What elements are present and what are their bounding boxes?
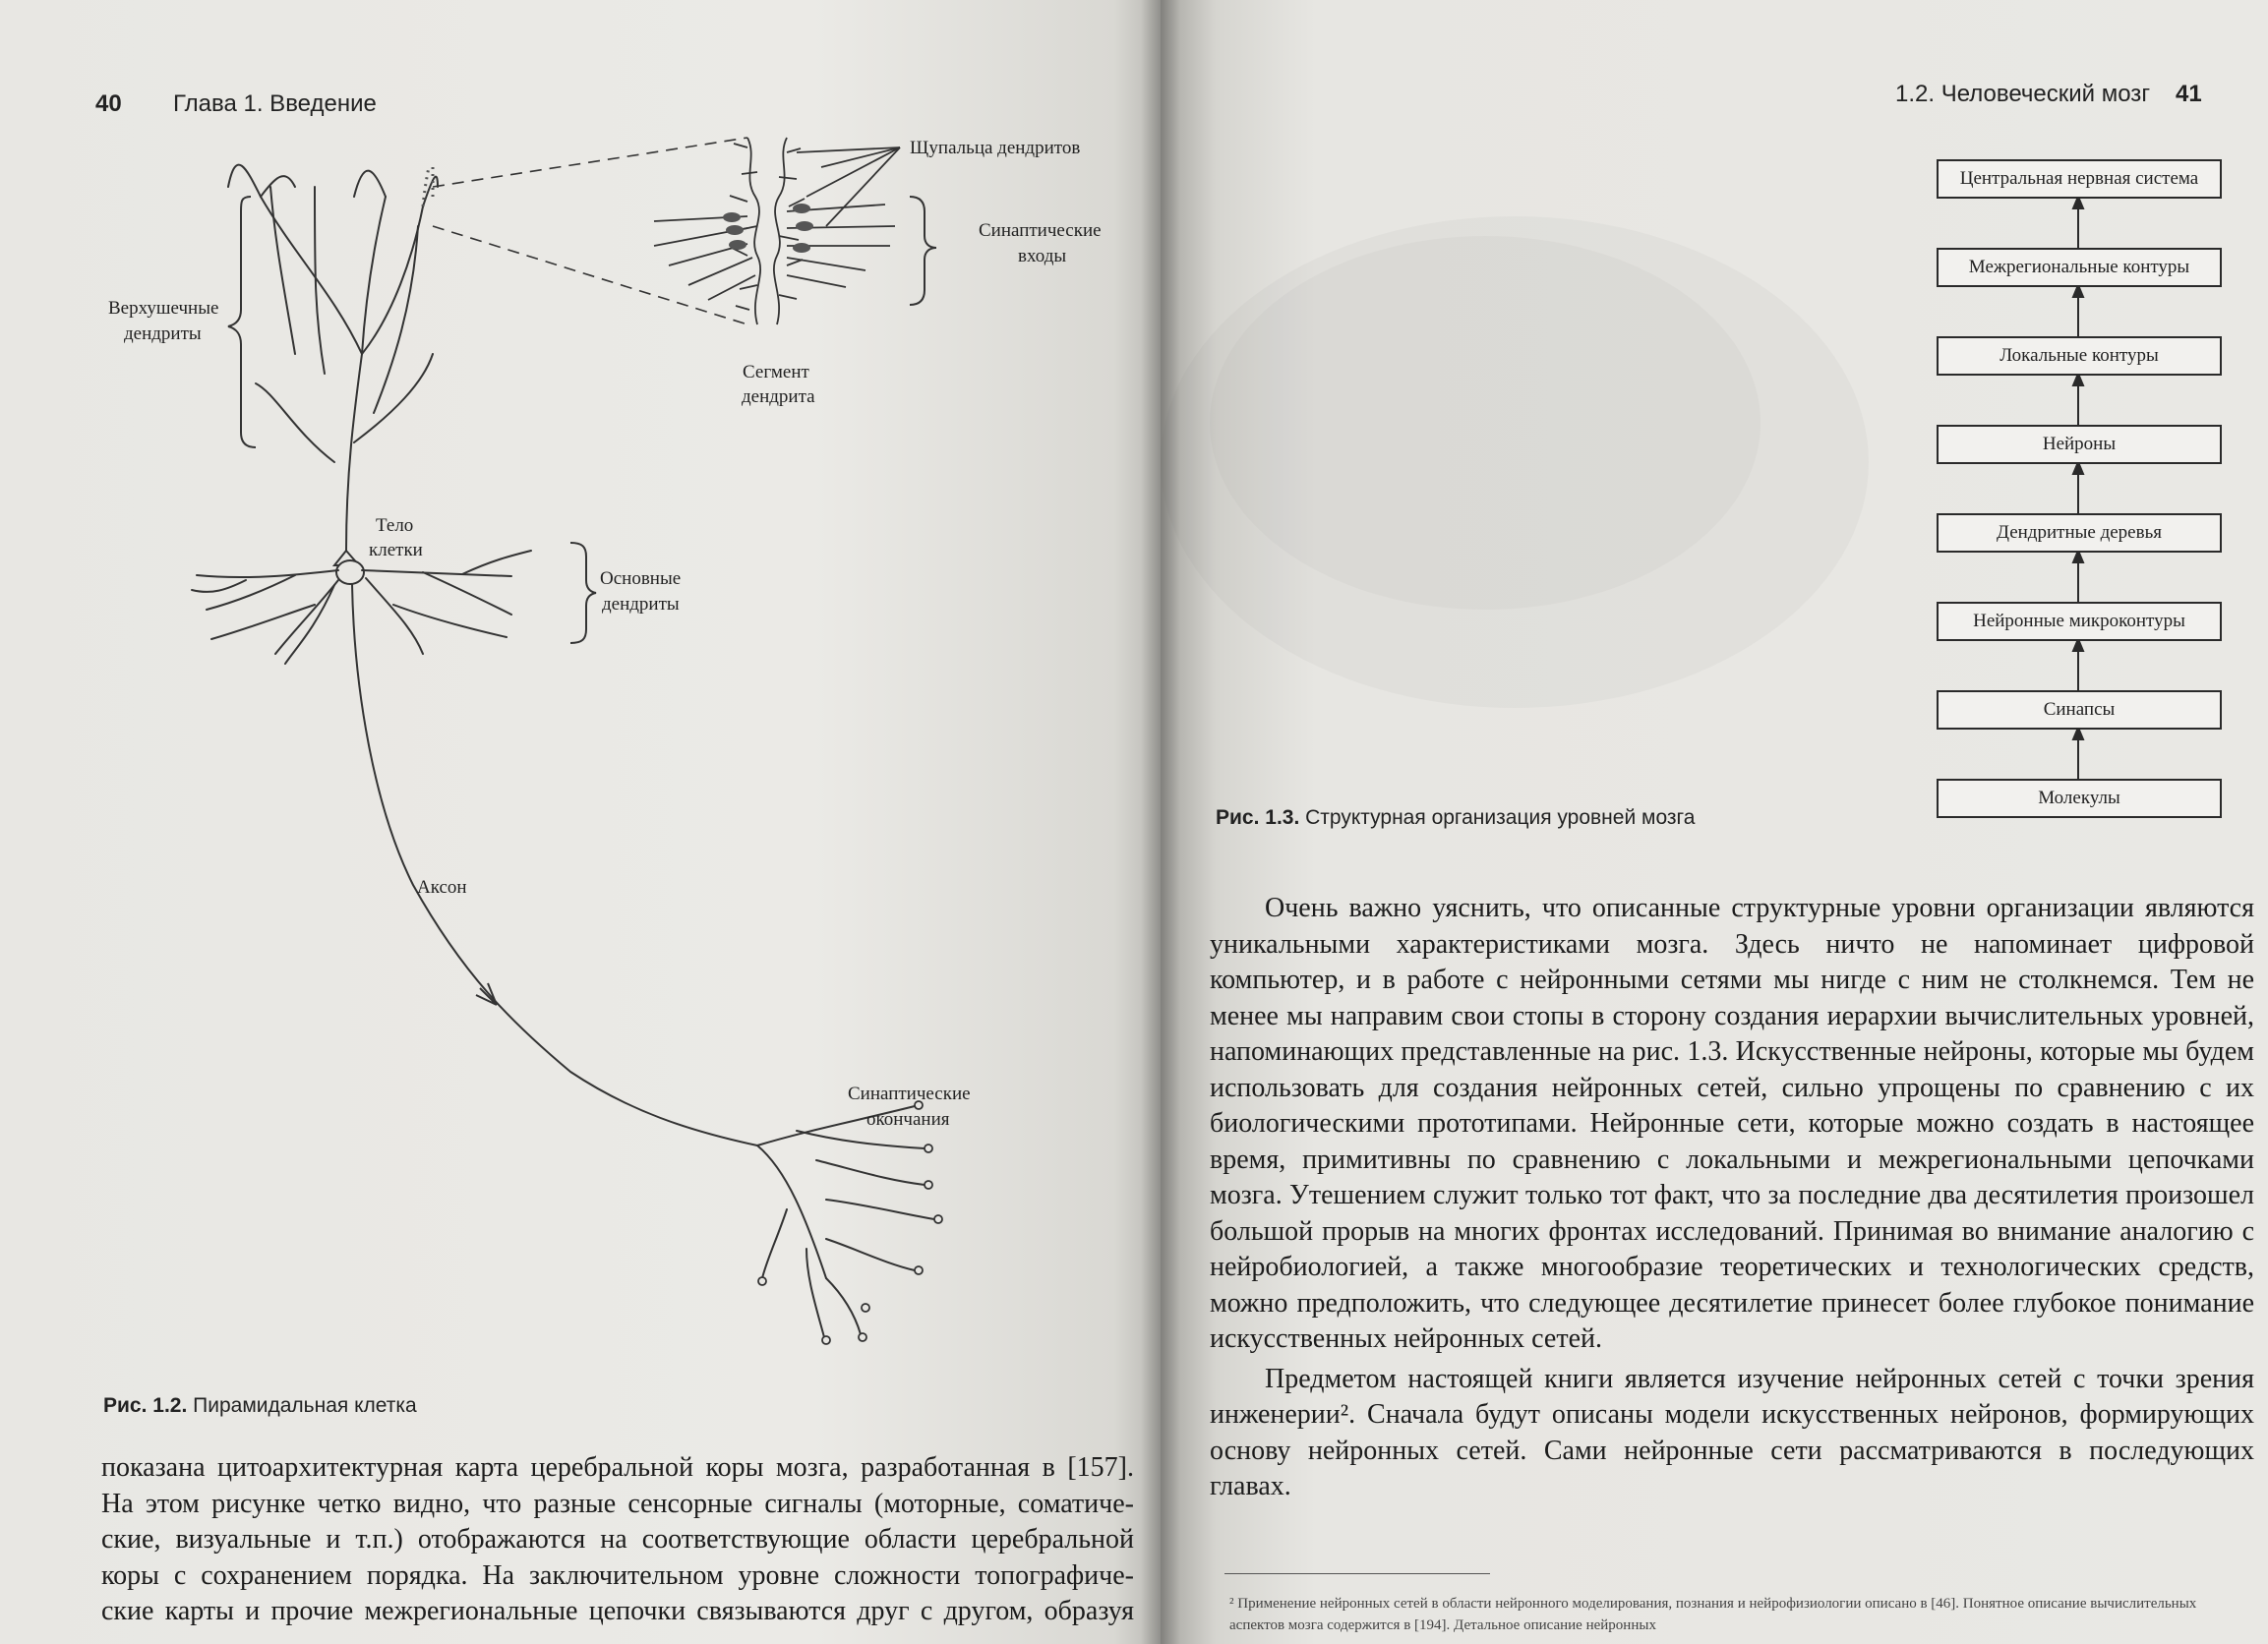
text-line: ские, визуальные и т.п.) отображаются на соответствующие области церебральной: [101, 1524, 1134, 1555]
label-axon: Аксон: [417, 877, 467, 898]
caption-label: Рис. 1.2.: [103, 1394, 188, 1417]
text-line: ские карты и прочие межрегиональные цепочки связываются друг с другом, образуя: [101, 1596, 1134, 1626]
footnote: ² Применение нейронных сетей в области нейронного моделирования, познания и нейрофизиологии описано в [46]. Понятное описание вычислительных аспектов мозга содержится в [194]. Детальное описание нейронных: [1229, 1596, 2197, 1633]
level-interregional-circuits: Межрегиональные контуры: [1937, 248, 2222, 287]
page-number-left: 40: [95, 90, 122, 117]
label-dendrite-segment-2: дендрита: [742, 386, 815, 407]
book-gutter: [1141, 0, 1180, 1644]
label-apical-dendrites-2: дендриты: [124, 323, 202, 344]
label-synaptic-inputs-1: Синаптические: [979, 220, 1102, 241]
level-cns: Центральная нервная система: [1937, 159, 2222, 199]
caption-text: Пирамидальная клетка: [193, 1394, 417, 1417]
text-line: показана цитоархитектурная карта церебральной коры мозга, разработанная в [157].: [101, 1452, 1134, 1483]
label-synaptic-inputs-2: входы: [1018, 246, 1067, 266]
label-dendrite-segment-1: Сегмент: [743, 362, 809, 382]
pyramidal-cell-figure: [0, 0, 1161, 1396]
right-body-text: [1210, 891, 2254, 1505]
label-synaptic-terminals-1: Синаптические: [848, 1084, 971, 1104]
left-body-text: [101, 1450, 1134, 1630]
level-synapses: Синапсы: [1937, 690, 2222, 730]
label-cell-body-2: клетки: [369, 540, 423, 560]
figure-1-2-caption: [103, 1394, 417, 1418]
label-dendrite-tentacles: Щупальца дендритов: [910, 138, 1081, 158]
text-line: коры с сохранением порядка. На заключительном уровне сложности топографиче-: [101, 1559, 1134, 1591]
page-number-right: 41: [2176, 81, 2202, 107]
caption-label: Рис. 1.3.: [1216, 806, 1300, 829]
caption-text: Структурная организация уровней мозга: [1305, 806, 1696, 829]
level-molecules: Молекулы: [1937, 779, 2222, 818]
level-dendritic-trees: Дендритные деревья: [1937, 513, 2222, 553]
text-line: На этом рисунке четко видно, что разные сенсорные сигналы (моторные, соматиче-: [101, 1488, 1134, 1519]
label-basal-dendrites-1: Основные: [600, 568, 682, 589]
label-cell-body-1: Тело: [376, 515, 414, 536]
paragraph: Очень важно уяснить, что описанные структурные уровни организации являются уникальными характеристиками мозга. Здесь ничто не напоминает цифровой компьютер, и в работе с нейронными сетями мы нигде с ним не столкнемся. Тем не менее мы направим свои стопы в сторону создания иерархии вычислительных уровней, напоминающих представленные на рис. 1.3. Искусственные нейроны, которые мы будем использовать для создания нейронных сетей, сильно упрощены по сравнению с их биологическими прототипами. Нейронные сети, которые можно создать в настоящее время, примитивны по сравнению с локальными и межрегиональными цепочками мозга. Утешением служит только тот факт, что за последние два десятилетия произошел большой прорыв на многих фронтах исследований. Принимая во внимание аналогию с нейробиологией, а также многообразие теоретических и технологических средств, можно предположить, что следующее десятилетие принесет более глубокое понимание искусственных нейронных сетей.: [1210, 893, 2254, 1354]
label-synaptic-terminals-2: окончания: [866, 1109, 950, 1130]
footnote-rule: [1224, 1573, 1490, 1574]
running-head-left: Глава 1. Введение: [173, 90, 377, 117]
label-basal-dendrites-2: дендриты: [602, 594, 680, 615]
level-neurons: Нейроны: [1937, 425, 2222, 464]
running-head-right: 1.2. Человеческий мозг: [1895, 81, 2151, 107]
figure-1-3-caption: [1216, 806, 1695, 830]
level-local-circuits: Локальные контуры: [1937, 336, 2222, 376]
paragraph: Предметом настоящей книги является изучение нейронных сетей с точки зрения инженерии². Сначала будут описаны модели искусственных нейронов, формирующих основу нейронных сетей. Сами нейронные сети рассматриваются в последующих главах.: [1210, 1363, 2254, 1501]
level-neural-microcircuits: Нейронные микроконтуры: [1937, 602, 2222, 641]
label-apical-dendrites-1: Верхушечные: [108, 298, 219, 319]
